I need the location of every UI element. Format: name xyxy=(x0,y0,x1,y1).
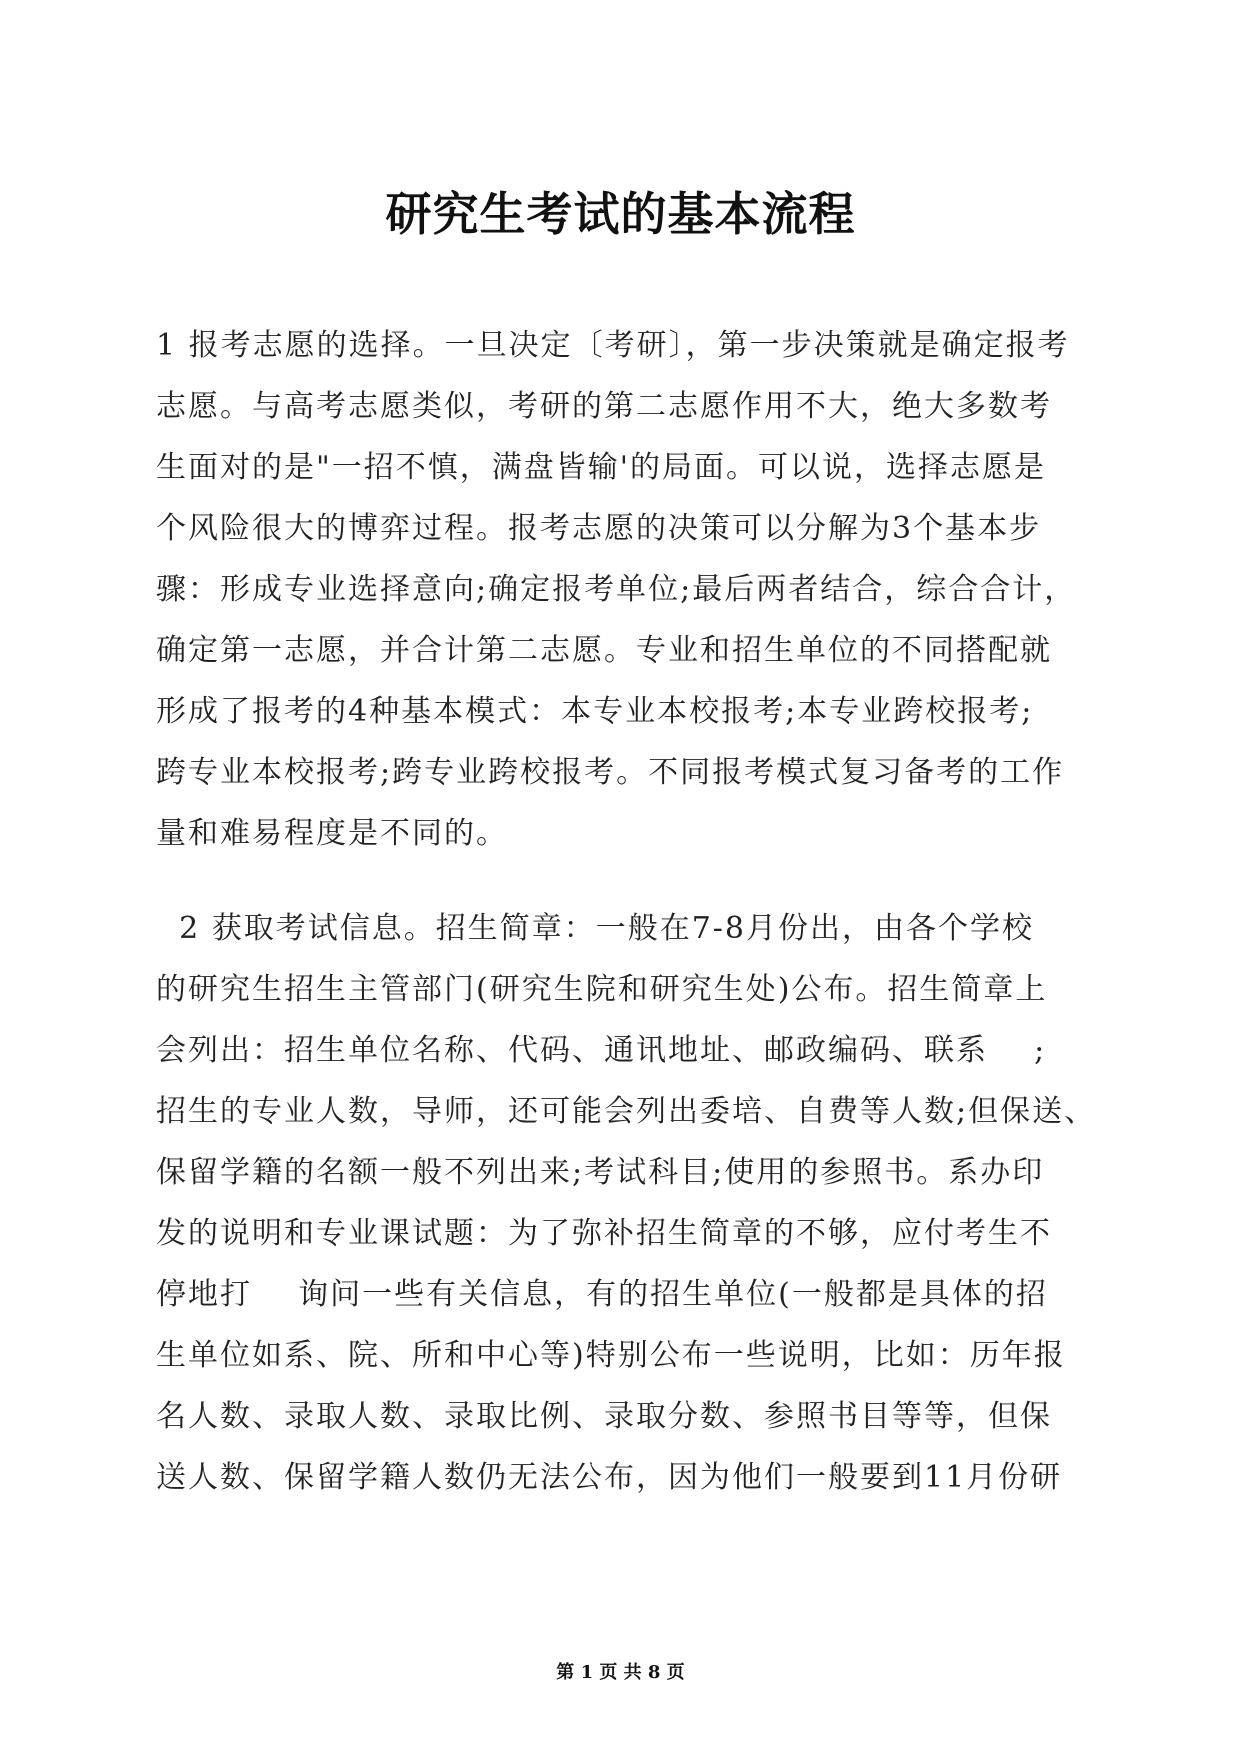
text-line: 招生的专业人数，导师，还可能会列出委培、自费等人数;但保送、 xyxy=(156,1094,1097,1129)
text-line: 生单位如系、院、所和中心等)特别公布一些说明，比如：历年报 xyxy=(156,1338,1066,1373)
text-line: 志愿。与高考志愿类似，考研的第二志愿作用不大，绝大多数考 xyxy=(156,389,1052,424)
text-line: 确定第一志愿，并合计第二志愿。专业和招生单位的不同搭配就 xyxy=(156,633,1052,668)
page-title: 研究生考试的基本流程 xyxy=(385,187,856,241)
text-line: 跨专业本校报考;跨专业跨校报考。不同报考模式复习备考的工作 xyxy=(156,755,1065,790)
text-line: 保留学籍的名额一般不列出来;考试科目;使用的参照书。系办印 xyxy=(156,1155,1045,1190)
text-line: 送人数、保留学籍人数仍无法公布，因为他们一般要到11月份研 xyxy=(156,1460,1063,1495)
text-line: 骤：形成专业选择意向;确定报考单位;最后两者结合，综合合计， xyxy=(156,572,1077,607)
text-line: 个风险很大的博弈过程。报考志愿的决策可以分解为3个基本步 xyxy=(156,511,1042,546)
text-line: 的研究生招生主管部门(研究生院和研究生处)公布。招生简章上 xyxy=(156,972,1048,1007)
page-footer: 第 1 页 共 8 页 xyxy=(556,1662,685,1683)
text-line: 会列出：招生单位名称、代码、通讯地址、邮政编码、联系 ; xyxy=(156,1033,1047,1068)
paragraph-2 xyxy=(156,898,1097,1508)
text-line: 生面对的是"一招不慎，满盘皆输'的局面。可以说，选择志愿是 xyxy=(156,450,1047,485)
paragraph-1 xyxy=(156,315,1091,864)
text-line: 发的说明和专业课试题：为了弥补招生简章的不够，应付考生不 xyxy=(156,1216,1052,1251)
text-line: 停地打 询问一些有关信息，有的招生单位(一般都是具体的招 xyxy=(156,1277,1048,1312)
text-line: 形成了报考的4种基本模式：本专业本校报考;本专业跨校报考; xyxy=(156,694,1034,729)
text-line: 名人数、录取人数、录取比例、录取分数、参照书目等等，但保 xyxy=(156,1399,1052,1434)
text-line: 2 获取考试信息。招生简章：一般在7-8月份出，由各个学校 xyxy=(156,911,1035,946)
text-line: 量和难易程度是不同的。 xyxy=(156,816,508,851)
text-line: 1 报考志愿的选择。一旦决定〔考研〕，第一步决策就是确定报考 xyxy=(156,328,1070,363)
